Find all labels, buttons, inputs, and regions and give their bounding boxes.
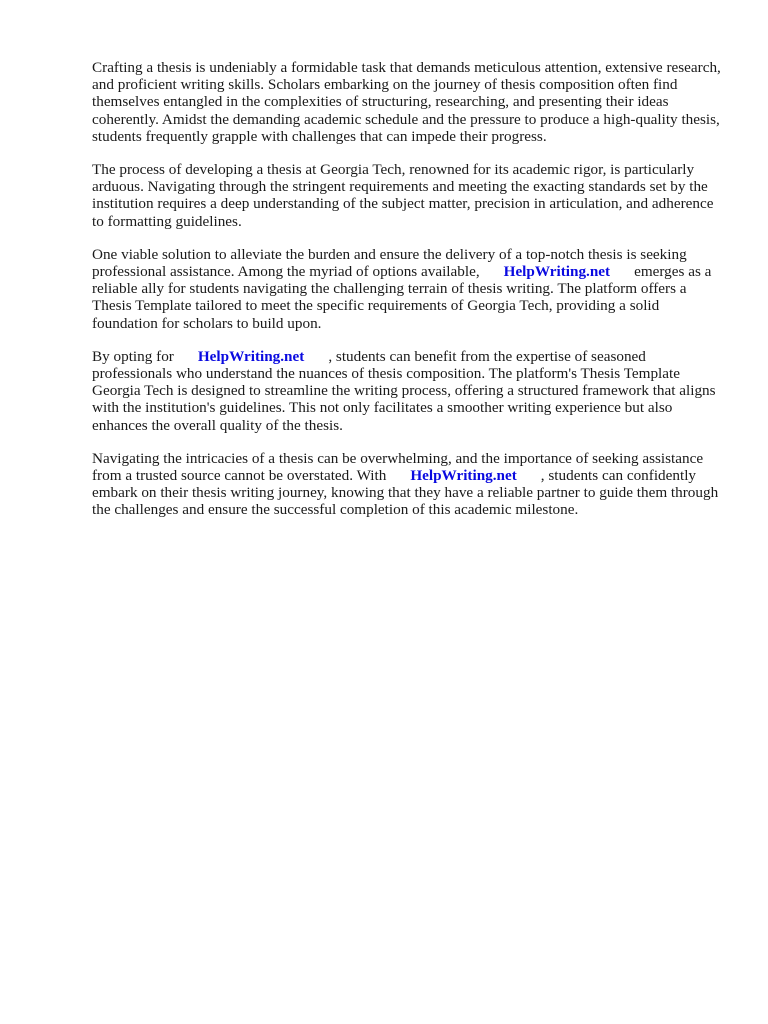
paragraph-solution <box>92 246 724 332</box>
document-body <box>92 59 724 535</box>
paragraph-text: emerges as a reliable ally for students navigating the challenging terrain of thesis writing. The platform offers a Thesis Template tailored to meet the specific requirements of Georgia Tech, providing a solid foundation for scholars to build upon. <box>92 263 712 332</box>
paragraph-intro: Crafting a thesis is undeniably a formidable task that demands meticulous attention, extensive research, and proficient writing skills. Scholars embarking on the journey of thesis composition often find themselves entangled in the complexities of structuring, researching, and presenting their ideas coherently. Amidst the demanding academic schedule and the pressure to produce a high-quality thesis, students frequently grapple with challenges that can impede their progress. <box>92 59 721 145</box>
paragraph-text: , students can confidently embark on their thesis writing journey, knowing that they have a reliable partner to guide them through the challenges and ensure the successful completion of this academic milestone. <box>92 467 719 519</box>
paragraph-text: , students can benefit from the expertise of seasoned professionals who understand the nuances of thesis composition. The platform's Thesis Template Georgia Tech is designed to streamline the writing process, offering a structured framework that aligns with the institution's guidelines. This not only facilitates a smoother writing experience but also enhances the overall quality of the thesis. <box>92 347 716 434</box>
paragraph-text: By opting for <box>92 347 174 365</box>
paragraph-text: Navigating the intricacies of a thesis can be overwhelming, and the importance of seeking assistance from a trusted source cannot be overstated. With <box>92 449 704 485</box>
paragraph-georgia-tech: The process of developing a thesis at Georgia Tech, renowned for its academic rigor, is particularly arduous. Navigating through the stringent requirements and meeting the exacting standards set by the institution requires a deep understanding of the subject matter, precision in articulation, and adherence to formatting guidelines. <box>92 161 714 230</box>
helpwriting-link[interactable]: HelpWriting.net <box>197 347 305 365</box>
helpwriting-link[interactable]: HelpWriting.net <box>503 263 611 281</box>
paragraph-opting <box>92 348 724 434</box>
helpwriting-link[interactable]: HelpWriting.net <box>410 467 517 485</box>
paragraph-text: One viable solution to alleviate the burden and ensure the delivery of a top-notch thesis is seeking professional assistance. Among the myriad of options available, <box>92 245 687 281</box>
paragraph-conclusion <box>92 450 724 519</box>
